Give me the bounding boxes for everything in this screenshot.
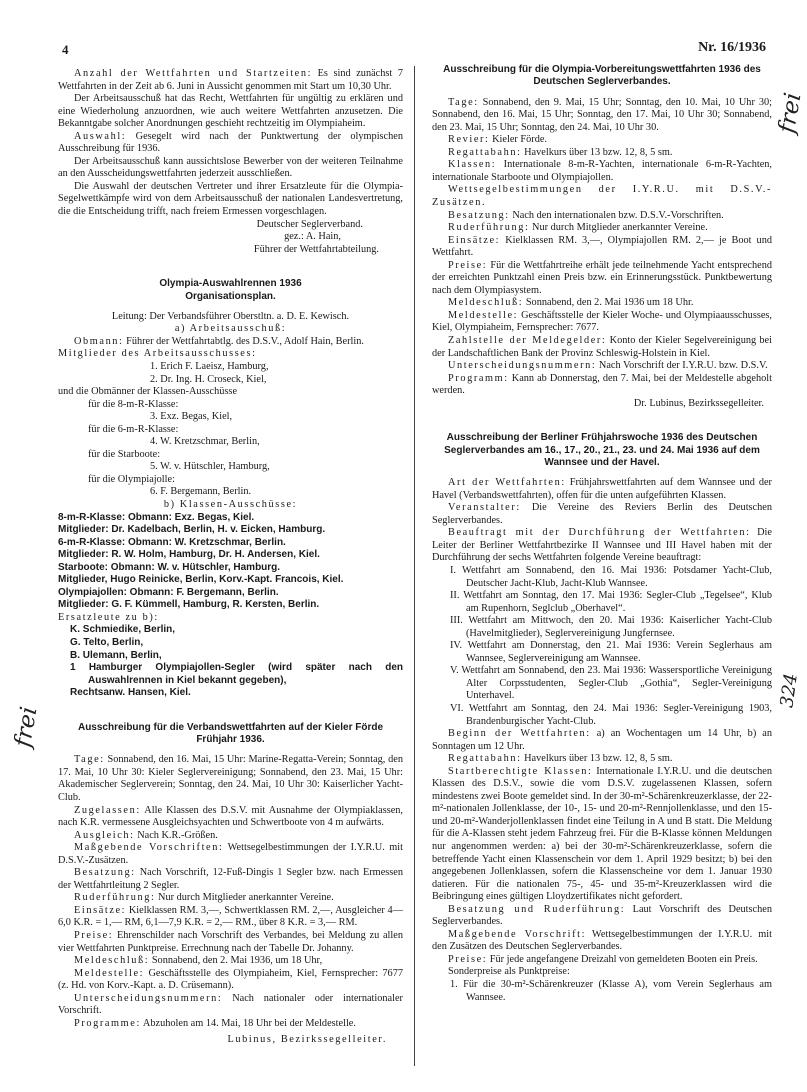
berlin-beauftragt: Beauftragt mit der Durchführung der Wettfahrten: Die Leiter der Berliner Wettfahrtbezirke II Wannsee und III Havel haben mit der Durchführung der sechs Wettfahrten folgende Vereine beauftragt: <box>432 527 772 564</box>
signature-name: gez.: A. Hain, <box>284 231 341 243</box>
obmaenner-line: und die Obmänner der Klassen-Ausschüsse <box>58 386 238 398</box>
signature-title: Führer der Wettfahrtabteilung. <box>253 243 379 255</box>
member-6: 6. F. Bergemann, Berlin. <box>150 486 252 498</box>
committee-8m: 8-m-R-Klasse: Obmann: Exz. Begas, Kiel. <box>58 511 255 523</box>
column-divider <box>414 66 415 1066</box>
olympia-einsaetze: Einsätze: Kielklassen RM. 3,—, Olympiajollen RM. 2,— je Boot und Wettfahrt. <box>432 234 772 259</box>
olympia-meldestelle: Meldestelle: Geschäftsstelle der Kieler Woche- und Olympiaausschusses, Kiel, Olympiaheim, Fernsprecher: 7677. <box>432 309 772 334</box>
right-column <box>432 64 772 1004</box>
olympia-meldeschluss: Meldeschluß: Sonnabend, den 2. Mai 1936 um 18 Uhr. <box>448 297 694 309</box>
kiel-meldeschluss: Meldeschluß: Sonnabend, den 2. Mai 1936, um 18 Uhr, <box>74 955 323 967</box>
section-a-heading: a) Arbeitsausschuß: <box>174 323 287 335</box>
left-column <box>58 68 403 1047</box>
handwritten-frei-top: frei <box>773 90 807 136</box>
race-1: I. Wettfahrt am Sonnabend, den 16. Mai 1936: Potsdamer Yacht-Club, Deutscher Jacht-Klub, Jacht-Klub Wannsee. <box>450 564 772 589</box>
member-5: 5. W. v. Hütschler, Hamburg, <box>150 461 270 473</box>
race-3: III. Wettfahrt am Mittwoch, den 20. Mai 1936: Kaiserlicher Yacht-Club (Havelmitglieder), Seglervereinigung Jungfernsee. <box>450 615 772 639</box>
olympia-preise: Preise: Für die Wettfahrtreihe erhält jede teilnehmende Yacht entsprechend der erreichten Punktzahl einen Preis bzw. ein Erinnerungsstück. Punktbewertung nach dem Olympiasystem. <box>432 259 772 296</box>
paragraph-auswahl: Auswahl: Gesegelt wird nach der Punktwertung der olympischen Ausschreibung für 1936. <box>58 130 403 155</box>
kiel-ausgleich: Ausgleich: Nach K.R.-Größen. <box>74 829 218 841</box>
member-4: 4. W. Kretzschmar, Berlin, <box>150 436 260 448</box>
berlin-title: Ausschreibung der Berliner Frühjahrswoche 1936 des Deutschen Seglerverbandes am 16., 17., 20., 21., 23. und 24. Mai 1936 auf dem Wannsee und der Havel. <box>444 432 760 468</box>
prize-1: 1. Für die 30-m²-Schärenkreuzer (Klasse A), vom Verein Seglerhaus am Wannsee. <box>450 979 772 1003</box>
paragraph-startzeiten: Anzahl der Wettfahrten und Startzeiten: Es sind zunächst 7 Wettfahrten in der Zeit ab 6. Juni in Aussicht genommen mit Start um 10,30 Uhr. <box>58 68 403 92</box>
berlin-preise: Preise: Für jede angefangene Dreizahl von gemeldeten Booten ein Preis. <box>448 953 758 965</box>
olympia-programm: Programm: Kann ab Donnerstag, den 7. Mai, bei der Meldestelle abgeholt werden. <box>432 372 772 397</box>
kiel-preise: Preise: Ehrenschilder nach Vorschrift des Verbandes, bei Meldung zu allen vier Wettfahrten Punktpreise. Errechnung nach der Tabelle Dr. Johanny. <box>58 930 403 954</box>
olympia-nummern: Unterscheidungsnummern: Nach Vorschrift der I.Y.R.U. bzw. D.S.V. <box>448 360 768 372</box>
kiel-besatzung: Besatzung: Nach Vorschrift, 12-Fuß-Dingis 1 Segler bzw. nach Ermessen der Wettfahrtleitung 2 Segler. <box>58 867 403 891</box>
kiel-nummern: Unterscheidungsnummern: Nach nationaler oder internationaler Vorschrift. <box>58 992 403 1017</box>
berlin-vorschrift: Maßgebende Vorschrift: Wettsegelbestimmungen der I.Y.R.U. mit den Zusätzen des Deutschen Seglerverbandes. <box>432 928 772 953</box>
committee-olympia: Olympiajollen: Obmann: F. Bergemann, Berlin. <box>58 586 279 598</box>
paragraph-ausschliessen: Der Arbeitsausschuß kann aussichtslose Bewerber von der weiteren Teilnahme an den Ausscheidungswettfahrten jederzeit ausschließen. <box>58 155 403 180</box>
class-8m-label: für die 8-m-R-Klasse: <box>88 398 179 410</box>
mitglieder-heading: Mitglieder des Arbeitsausschusses: <box>58 348 257 360</box>
kiel-signature: Lubinus, Bezirkssegelleiter. <box>227 1034 387 1046</box>
olympia-zahlstelle: Zahlstelle der Meldegelder: Konto der Kieler Segelvereinigung bei der Landschaftlichen Bank der Provinz Schleswig-Holstein in Kiel. <box>432 334 772 359</box>
member-2: 2. Dr. Ing. H. Croseck, Kiel, <box>150 373 267 385</box>
signature-org: Deutscher Seglerverband. <box>256 218 363 230</box>
race-2: II. Wettfahrt am Sonntag, den 17. Mai 1936: Segler-Club „Tegelsee“, Klub am Rupenhorn, Seglclub „Oberhavel“. <box>450 590 772 614</box>
member-1: 1. Erich F. Laeisz, Hamburg, <box>150 360 269 372</box>
berlin-beginn: Beginn der Wettfahrten: a) an Wochentagen um 14 Uhr, b) an Sonntagen um 12 Uhr. <box>432 728 772 752</box>
paragraph-arbeitsausschuss: Der Arbeitsausschuß hat das Recht, Wettfahrten für ungültig zu erklären und eine Wiederholung anzuordnen, wie auch weitere Wettfahrten anzusetzen. Die Bekanntgabe solcher Anordnungen geschieht rechtzeitig im Olympiaheim. <box>58 93 403 130</box>
kiel-title: Ausschreibung für die Verbandswettfahrten auf der Kieler Förde Frühjahr 1936. <box>77 721 384 746</box>
olympia-tage: Tage: Sonnabend, den 9. Mai, 15 Uhr; Sonntag, den 10. Mai, 10 Uhr 30; Sonnabend, den 16. Mai, 15 Uhr; Sonntag, den 17. Mai, 10 Uhr 30; Sonnabend, den 23. Mai, 15 Uhr; Sonntag, den 24. Mai, 10 Uhr 30. <box>432 96 772 133</box>
obmann-line: Obmann: Führer der Wettfahrtabtlg. des D.S.V., Adolf Hain, Berlin. <box>74 335 364 347</box>
berlin-klassen: Startberechtigte Klassen: Internationale I.Y.R.U. und die deutschen Klassen des D.S.V., sowie die vom D.S.V. zugelassenen Klassen, sofern mindestens zwei Boote gemeldet sind. In der 30-m²-Schärenkreuzerklasse, der 22-m²-nationalen Jollenklasse, der 10-, 15- und 20-m²-Rennjollenklasse, und den 15- und 20-m²-Wanderjollenklassen findet eine Teilung in A und B statt. Die Meldung für die A-Klassen steht jedem Fahrzeug frei. Für die B-Klasse können Meldungen nur angenommen werden: a) bei der 30-m²-Schärenkreuzerklasse, sofern die betreffende Yacht einen Klassenschein vor dem 1. April 1929 besitzt; b) bei den angegebenen Jollenklassen, sofern die Klassenscheine vor dem 1. Januar 1930 datieren. Für die nationalen 75-, 45- und 35-m²-Kreuzerklassen wird die Beibringung eines gültigen Lloydzertifikates nicht gefordert. <box>432 765 772 903</box>
berlin-sonderpreise: Sonderpreise als Punktpreise: <box>448 966 570 978</box>
olympia-ruder: Ruderführung: Nur durch Mitglieder anerkannter Vereine. <box>448 222 708 234</box>
ersatz-4: 1 Hamburger Olympiajollen-Segler (wird später nach den Auswahlrennen in Kiel bekannt gegeben), <box>70 662 403 686</box>
race-6: VI. Wettfahrt am Sonntag, den 24. Mai 1936: Segler-Vereinigung 1903, Brandenburgischer Yacht-Club. <box>450 703 772 727</box>
kiel-ruderfuehrung: Ruderführung: Nur durch Mitglieder anerkannter Vereine. <box>74 892 334 904</box>
ersatz-heading: Ersatzleute zu b): <box>58 611 159 623</box>
olympia-klassen: Klassen: Internationale 8-m-R-Yachten, internationale 6-m-R-Yachten, internationale Starboote und Olympiajollen. <box>432 159 772 183</box>
section-b-heading: b) Klassen-Ausschüsse: <box>163 499 298 510</box>
olympia-besatzung: Besatzung: Nach den internationalen bzw. D.S.V.-Vorschriften. <box>448 209 724 221</box>
plan-title: Olympia-Auswahlrennen 1936 <box>159 278 302 290</box>
class-star-label: für die Starboote: <box>88 448 161 460</box>
berlin-besatzung: Besatzung und Ruderführung: Laut Vorschrift des Deutschen Seglerverbandes. <box>432 903 772 928</box>
ersatz-1: K. Schmiedike, Berlin, <box>70 624 176 636</box>
page-number: 4 <box>62 42 69 57</box>
kiel-einsaetze: Einsätze: Kielklassen RM. 3,—, Schwertklassen RM. 2,—, Ausgleicher 4—6,0 K.R. = 1,— RM, 6,1—7,9 K.R. = 2,— RM., über 8 K.R. = 3,— RM. <box>58 904 403 929</box>
race-4: IV. Wettfahrt am Donnerstag, den 21. Mai 1936: Verein Seglerhaus am Wannsee, Seglervereinigung am Wannsee. <box>450 640 772 664</box>
class-6m-label: für die 6-m-R-Klasse: <box>88 423 179 435</box>
kiel-tage: Tage: Sonnabend, den 16. Mai, 15 Uhr: Marine-Regatta-Verein; Sonntag, den 17. Mai, 10 Uhr 30: Kieler Seglervereinigung; Sonnabend, den 23. Mai, 15 Uhr: Akademischer Seglerverein; Sonntag, den 24. Mai, 10 Uhr 30: Kaiserlicher Yacht-Club. <box>58 754 403 803</box>
committee-star: Starboote: Obmann: W. v. Hütschler, Hamburg. <box>58 561 281 573</box>
olympia-bahnen: Regattabahn: Havelkurs über 13 bzw. 12, 8, 5 sm. <box>448 146 673 158</box>
plan-subtitle: Organisationsplan. <box>185 290 276 302</box>
race-5: V. Wettfahrt am Sonnabend, den 23. Mai 1936: Wassersportliche Vereinigung Alter Corpsstudenten, Segler-Club „Gothia“, Segler-Vereinigung Unterhavel. <box>450 665 772 702</box>
committee-8m-members: Mitglieder: Dr. Kadelbach, Berlin, H. v. Eicken, Hamburg. <box>58 524 326 536</box>
issue-number: Nr. 16/1936 <box>698 40 766 55</box>
ersatz-5: Rechtsanw. Hansen, Kiel. <box>70 687 191 699</box>
class-olympia-label: für die Olympiajolle: <box>88 473 175 485</box>
kiel-zugelassen: Zugelassen: Alle Klassen des D.S.V. mit Ausnahme der Olympiaklassen, nach K.R. vermessene Ausgleichsyachten und Schwertboote von 4 m aufwärts. <box>58 804 403 829</box>
committee-6m: 6-m-R-Klasse: Obmann: W. Kretzschmar, Berlin. <box>58 536 286 548</box>
member-3: 3. Exz. Begas, Kiel, <box>150 411 233 423</box>
committee-6m-members: Mitglieder: R. W. Holm, Hamburg, Dr. H. Andersen, Kiel. <box>58 549 320 561</box>
berlin-regattabahn: Regattabahn: Havelkurs über 13 bzw. 12, 8, 5 sm. <box>448 753 673 765</box>
kiel-programme: Programme: Abzuholen am 14. Mai, 18 Uhr bei der Meldestelle. <box>74 1017 356 1029</box>
berlin-veranstalter: Veranstalter: Die Vereine des Reviers Berlin des Deutschen Seglerverbandes. <box>432 502 772 526</box>
olympia-wettsegel: Wettsegelbestimmungen der I.Y.R.U. mit D.S.V.-Zusätzen. <box>432 184 772 208</box>
kiel-vorschriften: Maßgebende Vorschriften: Wettsegelbestimmungen der I.Y.R.U. mit D.S.V.-Zusätzen. <box>58 842 403 866</box>
paragraph-vertreter: Die Auswahl der deutschen Vertreter und ihrer Ersatzleute für die Olympia-Segelwettkämpfe wird von dem Arbeitsausschuß der nationalen Landesvertretung, die die Entscheidung trifft, nach freiem Ermessen vorgeschlagen. <box>58 180 403 218</box>
committee-star-members: Mitglieder, Hugo Reinicke, Berlin, Korv.-Kapt. Francois, Kiel. <box>58 574 344 586</box>
berlin-art: Art der Wettfahrten: Frühjahrswettfahrten auf dem Wannsee und der Havel (Verbandswettfahrten), offen für die unten aufgeführten Klassen. <box>432 477 772 501</box>
olympia-title: Ausschreibung für die Olympia-Vorbereitungswettfahrten 1936 des Deutschen Seglerverbandes. <box>443 64 761 88</box>
handwritten-frei-left: frei <box>9 704 43 750</box>
leitung-line: Leitung: Der Verbandsführer Oberstltn. a. D. E. Kewisch. <box>111 310 350 322</box>
ersatz-2: G. Telto, Berlin, <box>70 637 144 649</box>
committee-olympia-members: Mitglieder: G. F. Kümmell, Hamburg, R. Kersten, Berlin. <box>58 599 320 611</box>
ersatz-3: B. Ulemann, Berlin, <box>70 649 162 661</box>
olympia-revier: Revier: Kieler Förde. <box>448 134 547 146</box>
olympia-signature: Dr. Lubinus, Bezirkssegelleiter. <box>633 397 764 409</box>
handwritten-number: 324 <box>776 672 802 709</box>
kiel-meldestelle: Meldestelle: Geschäftsstelle des Olympiaheim, Kiel, Fernsprecher: 7677 (z. Hd. von Korv.-Kapt. a. D. Crüsemann). <box>58 967 403 992</box>
